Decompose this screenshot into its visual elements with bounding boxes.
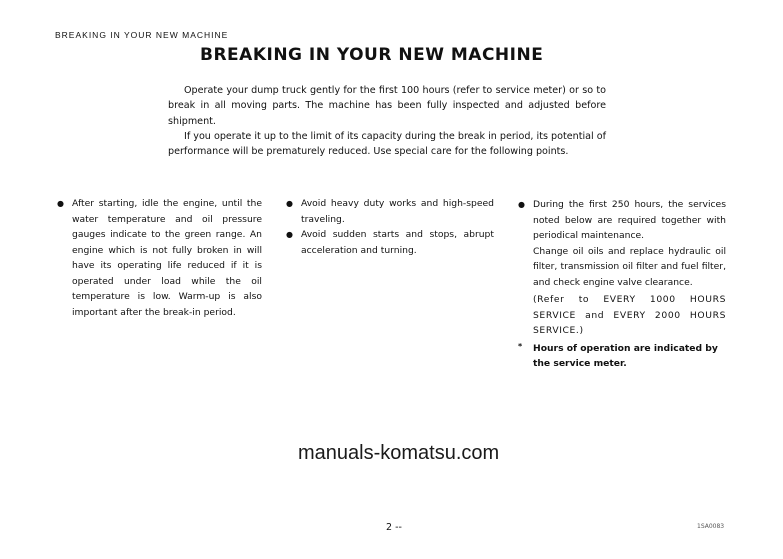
bullet-icon: ● [57, 199, 64, 208]
intro-paragraph-2: If you operate it up to the limit of its capacity during the break in period, its potential of performance will be prematurely reduced. Use special care for the following points. [168, 130, 606, 158]
page-title: BREAKING IN YOUR NEW MACHINE [200, 45, 544, 65]
footnote [518, 341, 726, 372]
list-item [518, 197, 726, 339]
page-number: 2 -- [386, 522, 402, 533]
list-item-text: During the first 250 hours, the services noted below are required together with periodical maintenance. [533, 199, 726, 241]
maintenance-instructions: Change oil oils and replace hydraulic oil filter, transmission oil filter and fuel filter, and check engine valve clearance. [533, 245, 726, 288]
watermark: manuals-komatsu.com [298, 442, 500, 464]
list-item [286, 196, 494, 227]
footnote-text: Hours of operation are indicated by the service meter. [533, 342, 718, 369]
asterisk-icon: * [518, 341, 523, 351]
column-1 [57, 196, 262, 320]
list-item [57, 196, 262, 320]
bullet-icon: ● [286, 199, 293, 208]
intro-paragraph-1: Operate your dump truck gently for the first 100 hours (refer to service meter) or so to break in all moving parts. The machine has been fully inspected and adjusted before shipment. [168, 85, 606, 127]
list-item-text: After starting, idle the engine, until the water temperature and oil pressure gauges indicate to the green range. An engine which is not fully broken in will have its operating life reduced if it is operated under load while the oil temperature is low. Warm-up is also important after the break-in period. [72, 198, 262, 318]
running-header: BREAKING IN YOUR NEW MACHINE [55, 30, 229, 40]
document-code: 1SA0083 [697, 523, 725, 530]
column-2 [286, 196, 494, 258]
list-item [286, 227, 494, 258]
bullet-icon: ● [286, 230, 293, 239]
list-item-text: Avoid heavy duty works and high-speed traveling. [301, 198, 494, 225]
column-3 [518, 197, 726, 372]
bullet-icon: ● [518, 200, 525, 209]
service-reference: (Refer to EVERY 1000 HOURS SERVICE and EVERY 2000 HOURS SERVICE.) [533, 294, 726, 336]
list-item-text: Avoid sudden starts and stops, abrupt acceleration and turning. [301, 229, 494, 256]
intro-section [168, 83, 606, 159]
